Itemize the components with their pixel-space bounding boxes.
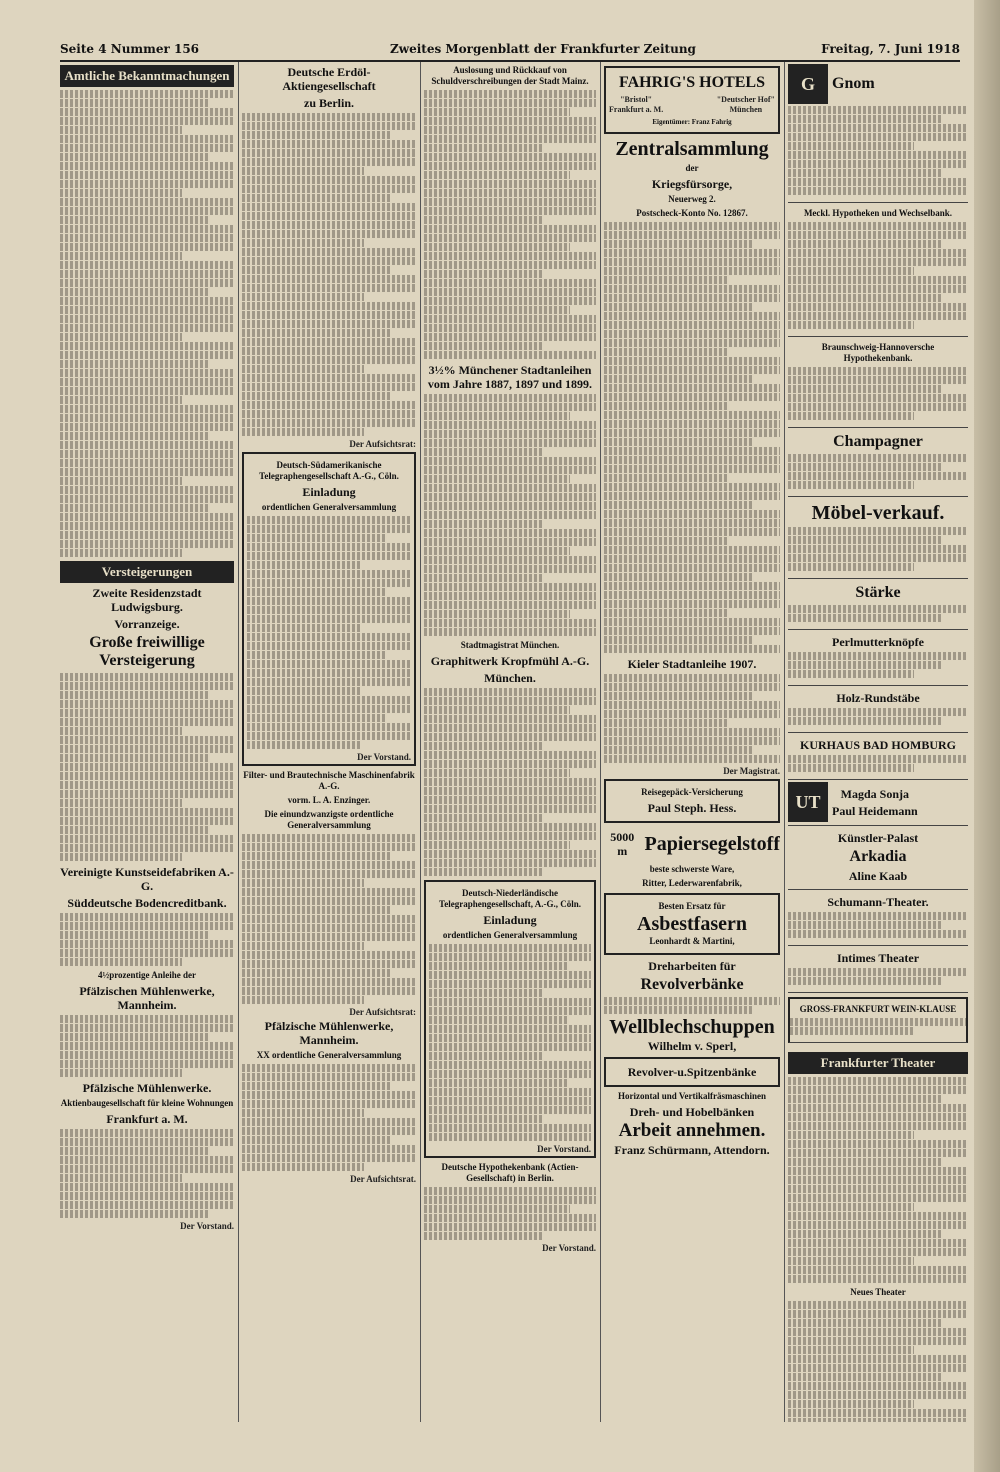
column-1 bbox=[60, 62, 234, 1422]
column-rule bbox=[600, 62, 601, 1422]
ad-heading: Arbeit annehmen. bbox=[618, 1120, 766, 1141]
ad-heading: Schumann-Theater. bbox=[827, 895, 929, 909]
ad-heading: Champagner bbox=[833, 433, 923, 450]
ad-heading: Filter- und Brautechnische Maschinenfabrik A.-G. bbox=[243, 770, 415, 791]
ad-heading: Braunschweig-Hannoversche Hypothekenbank. bbox=[821, 342, 935, 363]
ad-heading: Kriegsfürsorge, bbox=[651, 177, 733, 191]
ad-heading: Vorranzeige. bbox=[114, 617, 180, 631]
header-center: Zweites Morgenblatt der Frankfurter Zeitung bbox=[390, 42, 696, 56]
ad-heading: Arkadia bbox=[849, 848, 907, 865]
ad-heading: KURHAUS BAD HOMBURG bbox=[799, 738, 956, 752]
ad-heading: Papiersegelstoff bbox=[644, 833, 780, 855]
ad-heading: Zweite Residenzstadt Ludwigsburg. bbox=[92, 586, 202, 614]
page-header bbox=[60, 38, 960, 62]
ad-heading: vorm. L. A. Enzinger. bbox=[287, 795, 371, 805]
signature: Der Aufsichtsrat: bbox=[349, 1007, 416, 1017]
page-spine bbox=[974, 0, 1000, 1472]
signature: Der Aufsichtsrat. bbox=[350, 1174, 416, 1184]
gnom-logo-icon: G bbox=[788, 64, 828, 104]
signature: Der Aufsichtsrat: bbox=[349, 439, 416, 449]
signature: Der Vorstand. bbox=[180, 1221, 234, 1231]
ad-heading: Paul Steph. Hess. bbox=[647, 801, 737, 815]
ad-heading: Kieler Stadtanleihe 1907. bbox=[627, 657, 757, 671]
ad-heading: Einladung bbox=[302, 485, 356, 499]
column-4 bbox=[604, 62, 780, 1422]
ad-heading: Horizontal und Vertikalfräsmaschinen bbox=[617, 1091, 766, 1101]
ad-heading: Neues Theater bbox=[850, 1287, 906, 1297]
ad-heading: Asbestfasern bbox=[637, 913, 747, 935]
ad-heading: Pfälzische Mühlenwerke. bbox=[82, 1081, 212, 1095]
ad-heading: Deutsch-Südamerikanische Telegraphengesellschaft A.-G., Cöln. bbox=[259, 460, 399, 481]
section-heading: Amtliche Bekanntmachungen bbox=[60, 65, 234, 87]
ad-heading: Die einundzwanzigste ordentliche Generalversammlung bbox=[264, 809, 394, 830]
column-rule bbox=[420, 62, 421, 1422]
ad-heading: Leonhardt & Martini, bbox=[649, 936, 735, 946]
hotel-name: "Bristol" bbox=[620, 95, 653, 104]
signature: Der Magistrat. bbox=[723, 766, 780, 776]
ad-heading: Pfälzischen Mühlenwerke, Mannheim. bbox=[79, 984, 215, 1012]
ad-heading: zu Berlin. bbox=[304, 96, 354, 110]
ad-heading: München. bbox=[484, 671, 536, 685]
hotel-city: Frankfurt a. M. bbox=[609, 105, 664, 114]
ad-heading: Revolverbänke bbox=[640, 976, 744, 993]
ad-heading: Dreh- und Hobelbänken bbox=[629, 1105, 755, 1119]
ad-heading: Perlmutterknöpfe bbox=[832, 635, 924, 649]
signature: Der Vorstand. bbox=[537, 1144, 591, 1154]
column-rule bbox=[238, 62, 239, 1422]
column-3 bbox=[424, 62, 596, 1422]
ad-heading: Süddeutsche Bodencreditbank. bbox=[67, 896, 227, 910]
ad-heading: Pfälzische Mühlenwerke, Mannheim. bbox=[264, 1019, 394, 1047]
ad-heading: Aktienbaugesellschaft für kleine Wohnungen bbox=[60, 1098, 234, 1108]
ad-heading: ordentlichen Generalversammlung bbox=[442, 930, 578, 940]
section-heading: Frankfurter Theater bbox=[788, 1052, 968, 1074]
ad-heading: der bbox=[685, 163, 699, 173]
ad-heading: XX ordentliche Generalversammlung bbox=[256, 1050, 402, 1060]
ad-heading: FAHRIG'S HOTELS bbox=[619, 74, 765, 91]
signature: Der Vorstand. bbox=[357, 752, 411, 762]
ad-heading: Postscheck-Konto No. 12867. bbox=[636, 208, 748, 218]
column-rule bbox=[784, 62, 785, 1422]
ad-heading: Stärke bbox=[855, 584, 901, 601]
section-heading: Versteigerungen bbox=[60, 561, 234, 583]
column-5 bbox=[788, 62, 968, 1422]
ad-heading: Zentralsammlung bbox=[615, 138, 769, 160]
ad-heading: Frankfurt a. M. bbox=[106, 1112, 188, 1126]
ad-heading: Reisegepäck-Versicherung bbox=[641, 787, 743, 797]
ad-heading: Meckl. Hypotheken und Wechselbank. bbox=[803, 208, 953, 218]
ad-heading: Magda Sonja bbox=[840, 786, 910, 801]
ad-heading: 4½prozentige Anleihe der bbox=[97, 970, 197, 980]
hotel-city: München bbox=[729, 105, 763, 114]
ad-heading: Möbel-verkauf. bbox=[811, 502, 945, 524]
ad-heading: Gnom bbox=[832, 75, 875, 92]
ad-heading: Einladung bbox=[483, 913, 537, 927]
ad-heading: Intimes Theater bbox=[836, 951, 920, 965]
ad-heading: Aline Kaab bbox=[848, 869, 908, 883]
ad-heading: Paul Heidemann bbox=[832, 803, 918, 818]
ad-heading: Stadtmagistrat München. bbox=[460, 640, 560, 650]
ad-heading: 5000 m bbox=[610, 830, 635, 858]
ad-heading: Deutsche Erdöl-Aktiengesellschaft bbox=[282, 65, 376, 93]
ad-heading: Wellblechschuppen bbox=[609, 1016, 775, 1038]
ad-heading: Revolver-u.Spitzenbänke bbox=[627, 1065, 757, 1079]
ad-heading: Neuerweg 2. bbox=[668, 194, 716, 204]
hotel-owner: Eigentümer: Franz Fahrig bbox=[652, 118, 732, 126]
ad-heading: Dreharbeiten für bbox=[648, 959, 736, 973]
ad-heading: Franz Schürmann, Attendorn. bbox=[614, 1143, 770, 1157]
ad-heading: Graphitwerk Kropfmühl A.-G. bbox=[430, 654, 590, 668]
ad-heading: beste schwerste Ware, bbox=[649, 864, 735, 874]
ad-heading: Auslosung und Rückkauf von Schuldverschreibungen der Stadt Mainz. bbox=[431, 65, 589, 86]
header-left: Seite 4 Nummer 156 bbox=[60, 42, 200, 56]
ad-heading: GROSS-FRANKFURT WEIN-KLAUSE bbox=[799, 1004, 957, 1014]
header-right: Freitag, 7. Juni 1918 bbox=[821, 42, 960, 56]
ad-heading: Deutsche Hypothekenbank (Actien-Gesellschaft) in Berlin. bbox=[441, 1162, 579, 1183]
ut-logo-icon: UT bbox=[788, 782, 828, 822]
ad-heading: ordentlichen Generalversammlung bbox=[261, 502, 397, 512]
ad-heading: Ritter, Lederwarenfabrik, bbox=[642, 878, 742, 888]
hotel-name: "Deutscher Hof" bbox=[716, 95, 775, 104]
ad-heading: Holz-Rundstäbe bbox=[836, 691, 920, 705]
ad-heading: Künstler-Palast bbox=[837, 831, 919, 845]
ad-heading: Große freiwillige Versteigerung bbox=[89, 634, 205, 669]
signature: Der Vorstand. bbox=[542, 1243, 596, 1253]
ad-heading: Vereinigte Kunstseidefabriken A.-G. bbox=[60, 865, 234, 893]
ad-heading: Deutsch-Niederländische Telegraphengesellschaft, A.-G., Cöln. bbox=[439, 888, 581, 909]
ad-heading: 3½% Münchener Stadtanleihen vom Jahre 1887, 1897 und 1899. bbox=[427, 363, 593, 391]
ad-heading: Wilhelm v. Sperl, bbox=[647, 1039, 737, 1053]
ad-heading: Besten Ersatz für bbox=[658, 901, 726, 911]
column-2 bbox=[242, 62, 416, 1422]
